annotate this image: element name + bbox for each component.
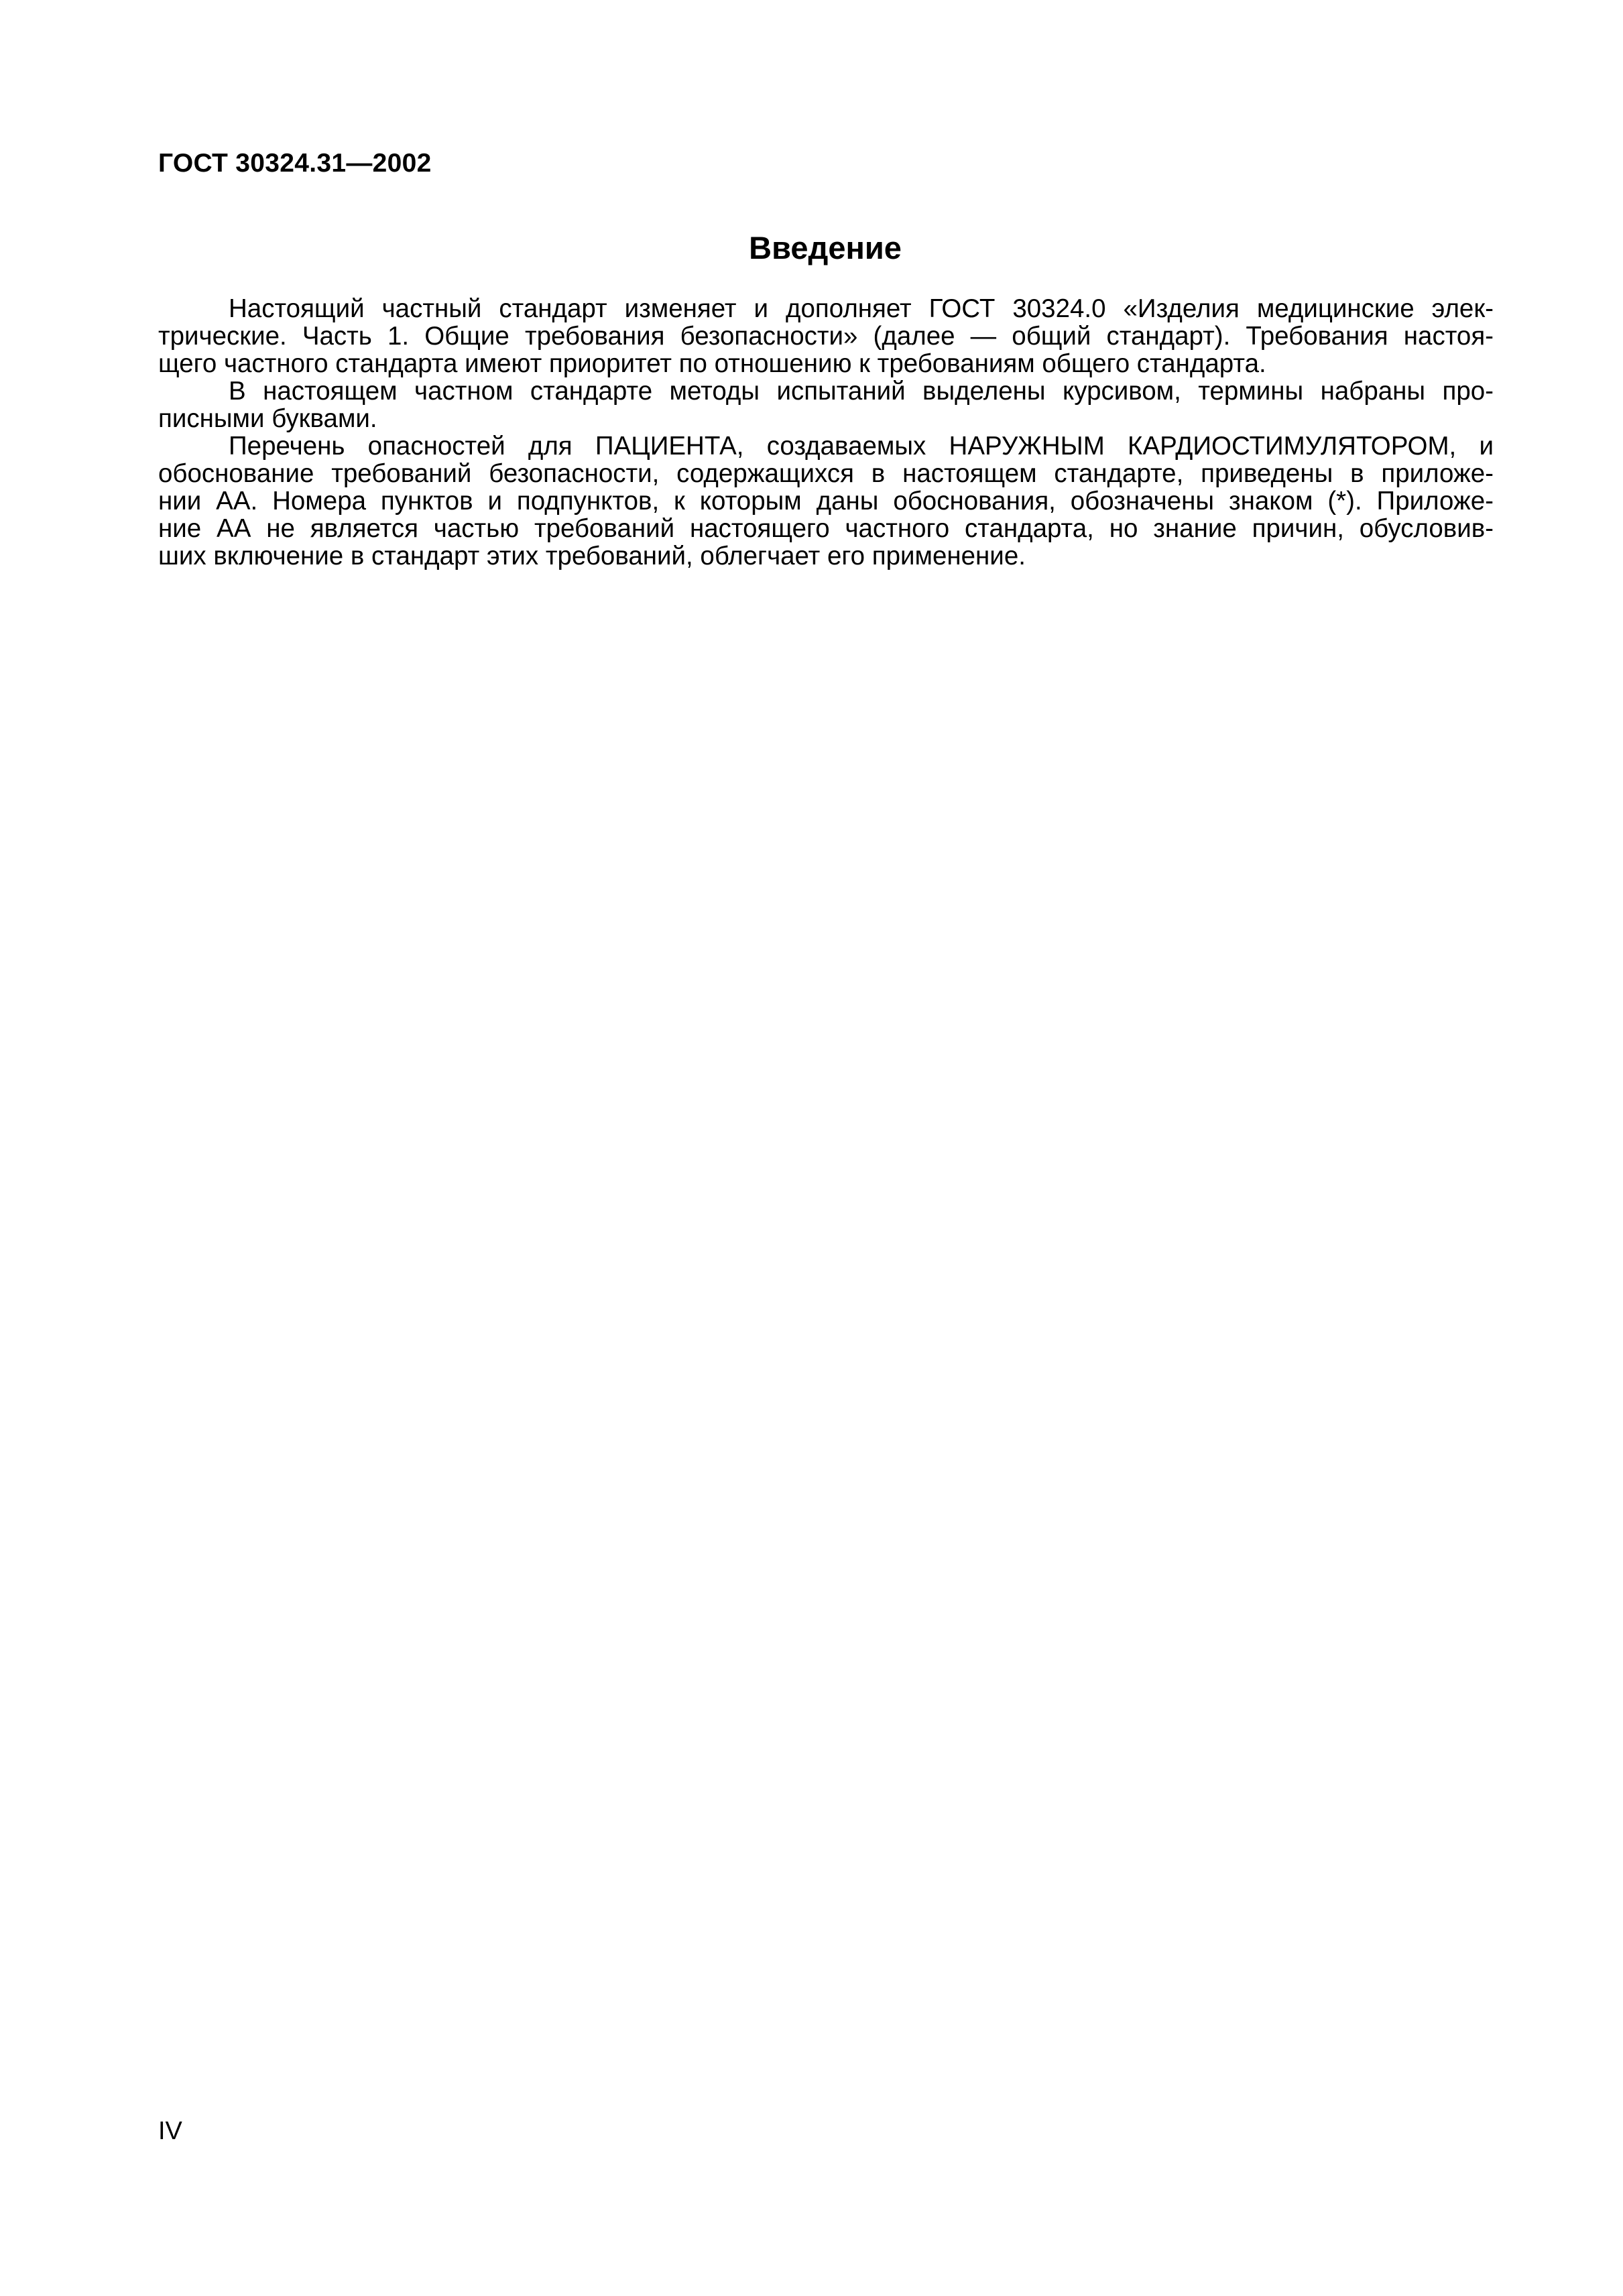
text-line: писными буквами. <box>158 404 377 433</box>
paragraph <box>158 295 1494 377</box>
text-line: ние АА не является частью требований настоящего частного стандарта, но знание причин, обусловив- <box>158 514 1494 543</box>
text-line: обоснование требований безопасности, содержащихся в настоящем стандарте, приведены в приложе- <box>158 459 1494 488</box>
section-title: Введение <box>749 230 902 265</box>
text-line: трические. Часть 1. Общие требования безопасности» (далее — общий стандарт). Требования настоя- <box>158 322 1494 351</box>
body-text <box>158 295 1494 570</box>
paragraph <box>158 377 1494 432</box>
text-line: ших включение в стандарт этих требований, облегчает его применение. <box>158 542 1026 570</box>
text-line: В настоящем частном стандарте методы испытаний выделены курсивом, термины набраны про- <box>229 377 1494 406</box>
text-line: Перечень опасностей для ПАЦИЕНТА, создаваемых НАРУЖНЫМ КАРДИОСТИМУЛЯТОРОМ, и <box>229 432 1494 461</box>
text-line: нии АА. Номера пунктов и подпунктов, к которым даны обоснования, обозначены знаком (*). Приложе- <box>158 487 1494 516</box>
paragraph <box>158 432 1494 570</box>
text-line: Настоящий частный стандарт изменяет и дополняет ГОСТ 30324.0 «Изделия медицинские элек- <box>229 294 1494 323</box>
document-id: ГОСТ 30324.31—2002 <box>158 149 432 178</box>
text-line: щего частного стандарта имеют приоритет по отношению к требованиям общего стандарта. <box>158 349 1266 378</box>
page-number: IV <box>158 2117 182 2145</box>
